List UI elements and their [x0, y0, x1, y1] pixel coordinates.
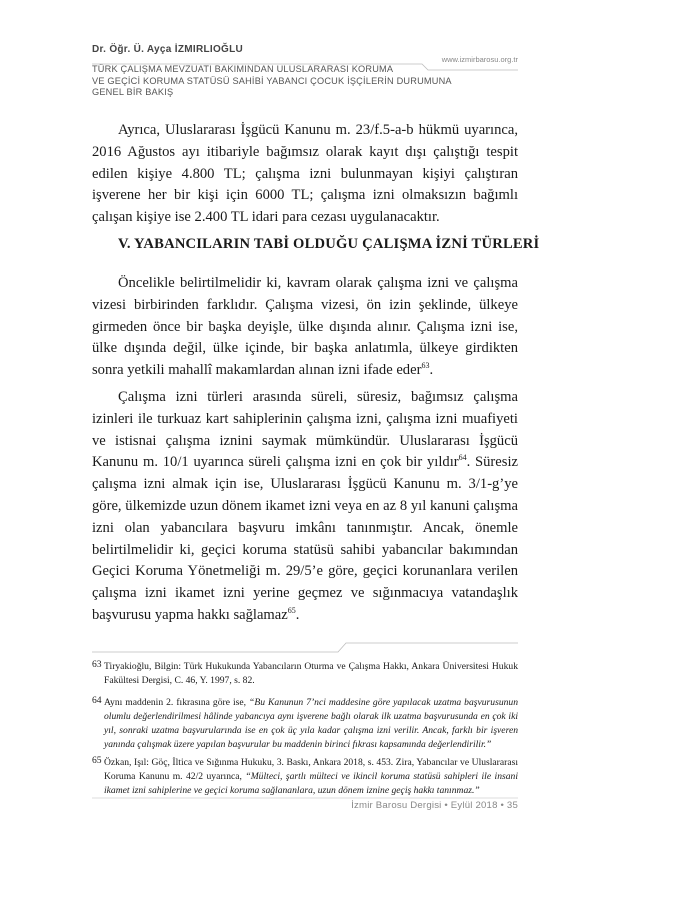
- header-title-line-3: GENEL BİR BAKIŞ: [92, 87, 174, 97]
- footnote-64: [92, 696, 518, 752]
- page-number: 35: [506, 800, 518, 811]
- body-paragraph-1: Ayrıca, Uluslararası İşgücü Kanunu m. 23/f.5-a-b hükmü uyarınca, 2016 Ağustos ayı itibariyle bağımsız olarak kayıt dışı çalıştığı tespit edilen kişiye 4.800 TL; çalışma izni bulunmayan kişiyi çalıştıran işverene her bir kişi için 6000 TL; çalışma izni olmaksızın bağımlı çalışan kişiye ise 2.400 TL idari para cezası uygulanacaktır.: [92, 122, 518, 226]
- footnote-number: 64: [92, 695, 102, 706]
- body-paragraph-3-block: [92, 387, 518, 627]
- footnote-ref-65[interactable]: 65: [287, 606, 296, 616]
- footnote-65: [92, 756, 518, 798]
- header-author: [92, 44, 243, 55]
- paragraph-3-end: .: [295, 606, 300, 623]
- footnote-number: 63: [92, 659, 102, 670]
- footnote-ref-63[interactable]: 63: [421, 361, 430, 371]
- footnote-text: Tiryakioğlu, Bilgin: Türk Hukukunda Yabancıların Oturma ve Çalışma Hakkı, Ankara Üniversitesi Hukuk Fakültesi Dergisi, C. 46, Y. 1997, s. 82.: [104, 661, 518, 686]
- header-title-line-1: TÜRK ÇALIŞMA MEVZUATI BAKIMINDAN ULUSLARARASI KORUMA: [92, 64, 394, 74]
- body-paragraph-2: [92, 273, 518, 382]
- author-surname: İZMIRLIOĞLU: [174, 44, 244, 55]
- page-footer: [351, 800, 518, 811]
- body-paragraph-3: [92, 387, 518, 627]
- header-article-title: [92, 64, 522, 99]
- paragraph-2-text: Öncelikle belirtilmelidir ki, kavram olarak çalışma izni ve çalışma vizesi birbirinden farklıdır. Çalışma vizesi, ön izin şeklinde, ülkeye girmeden önce bir başka deyişle, ülke dışında alınır. Çalışma izni ise, ülke dışında değil, ülke içinde, bir başka anlatımla, ülkeye girdikten sonra yetkili mahallî makamlardan alınan izni ifade eder: [92, 275, 518, 379]
- paragraph-2-end: .: [429, 362, 434, 379]
- footnote-text: Aynı maddenin 2. fıkrasına göre ise, “Bu Kanunun 7’nci maddesine göre yapılacak uzatma başvurusunun olumlu değerlendirilmesi hâlinde yabancıya aynı işverene bağlı olarak ilk uzatma başvurusunda en çok iki yıl, sonraki uzatma başvurularında ise en çok üç yıla kadar çalışma izni verilir. Ancak, farklı bir işveren yanında çalışmak üzere yapılan başvurular bu maddenin birinci fıkrası kapsamında değerlendirilir.”: [104, 697, 519, 750]
- footnote-quote: “Mülteci, şartlı mülteci ve ikincil koruma statüsü sahipleri ile insani ikamet izni sahiplerine ve geçici koruma sağlananlara, uzun dönem iznine geçiş hakkı tanınmaz.”: [104, 771, 518, 796]
- footnote-quote: “Bu Kanunun 7’nci maddesine göre yapılacak uzatma başvurusunun olumlu değerlendirilmesi hâlinde yabancıya aynı işverene bağlı olarak ilk uzatma başvurusunda en çok iki yıl, sonraki uzatma başvurularında ise en çok üç yıla kadar çalışma izni verilir. Ancak, farklı bir işveren yanında çalışmak üzere yapılan başvurular bu maddenin birinci fıkrası kapsamında değerlendirilir.”: [104, 697, 519, 750]
- footnote-rule: [92, 640, 518, 654]
- header-url: www.izmirbarosu.org.tr: [441, 55, 518, 64]
- footnote-63: [92, 660, 518, 688]
- paragraph-3-text-a: Çalışma izni türleri arasında süreli, süresiz, bağımsız çalışma izinleri ile turkuaz kart sahiplerinin çalışma izni, çalışma izni muafiyeti ve istisnai çalışma iznini saymak mümkündür. Uluslararası İşgücü Kanunu m. 10/1 uyarınca süreli çalışma izni en çok bir yıldır: [92, 389, 518, 471]
- footnote-number: 65: [92, 755, 102, 766]
- footnote-ref-64[interactable]: 64: [458, 453, 467, 463]
- footer-journal: İzmir Barosu Dergisi • Eylül 2018 •: [351, 800, 505, 811]
- author-prefix: Dr. Öğr. Ü. Ayça: [92, 44, 172, 55]
- body-paragraph-2-block: [92, 273, 518, 382]
- body-paragraph-1-block: [92, 120, 518, 229]
- header-title-line-2: VE GEÇİCİ KORUMA STATÜSÜ SAHİBİ YABANCI ÇOCUK İŞÇİLERİN DURUMUNA: [92, 75, 452, 86]
- section-heading: V. YABANCILARIN TABİ OLDUĞU ÇALIŞMA İZNİ TÜRLERİ: [118, 236, 540, 252]
- footnote-text: Özkan, Işıl: Göç, İltica ve Sığınma Hukuku, 3. Baskı, Ankara 2018, s. 453. Zira, Yabancılar ve Uluslararası Koruma Kanunu m. 42/2 uyarınca, “Mülteci, şartlı mülteci ve ikincil koruma statüsü sahipleri ile insani ikamet izni sahiplerine ve geçici koruma sağlananlara, uzun dönem iznine geçiş hakkı tanınmaz.”: [104, 757, 518, 796]
- paragraph-3-text-b: . Süresiz çalışma izni almak için ise, Uluslararası İşgücü Kanunu m. 3/1-g’ye göre, ülkemizde uzun dönem ikamet izni veya en az 8 yıl kanuni çalışma izni olan yabancılara başvuru imkânı tanınmıştır. Ancak, önemle belirtilmelidir ki, geçici koruma statüsü sahibi yabancılar bakımından Geçici Koruma Yönetmeliği m. 29/5’e göre, geçici korunanlara verilen çalışma izni ikamet izni yerine geçmez ve sığınmacıya vatandaşlık başvurusu yapma hakkı sağlamaz: [92, 454, 518, 623]
